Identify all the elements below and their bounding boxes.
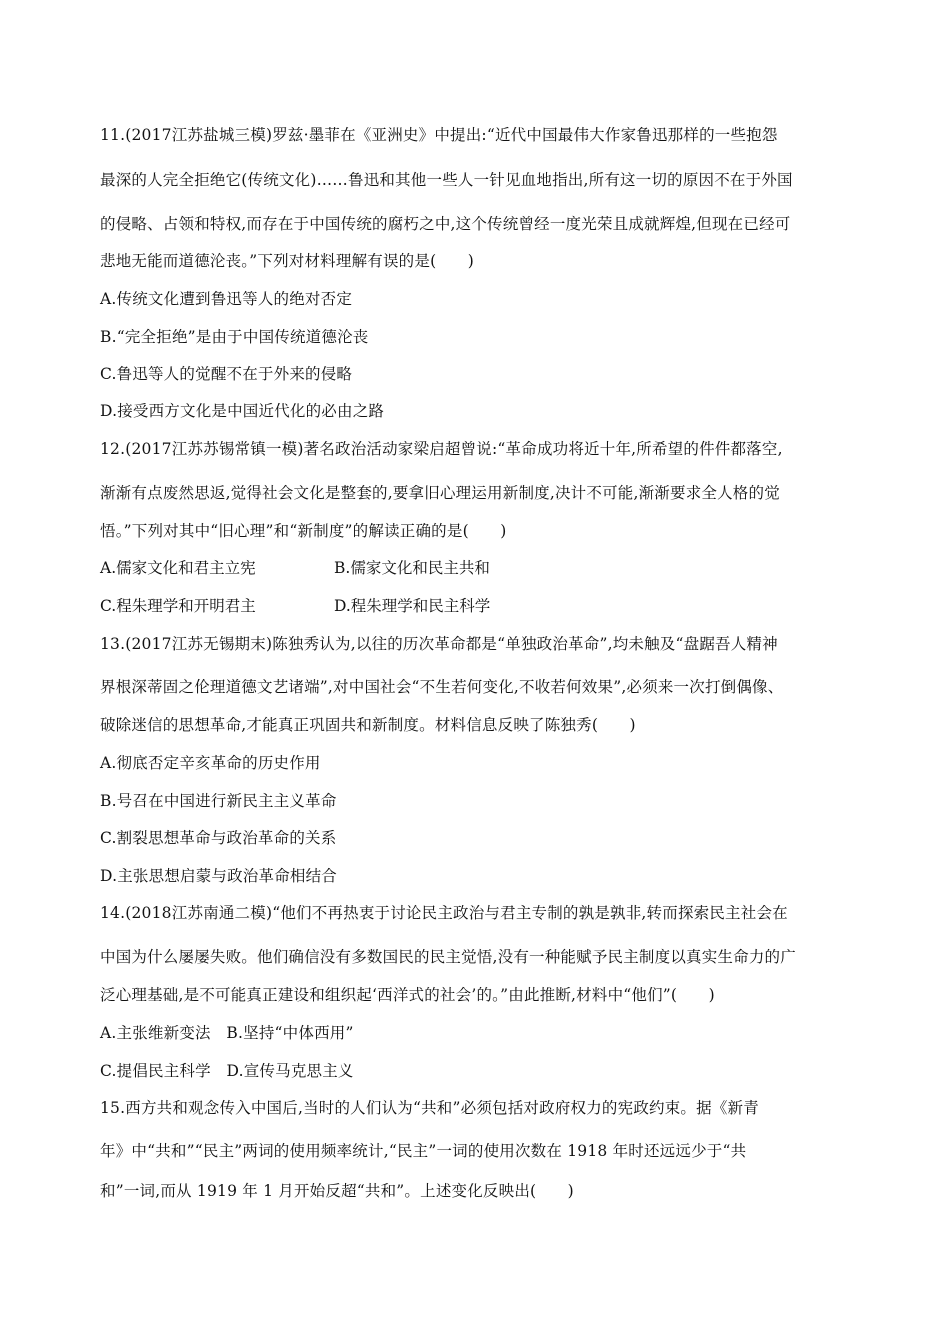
q12-option-c: C.程朱理学和开明君主: [100, 597, 256, 615]
q11-option-a: A.传统文化遭到鲁迅等人的绝对否定: [100, 290, 353, 308]
q12-stem-line-3: 悟。”下列对其中“旧心理”和“新制度”的解读正确的是( ): [100, 522, 507, 540]
q14-stem-line-2: 中国为什么屡屡失败。他们确信没有多数国民的民主觉悟,没有一种能赋予民主制度以真实生命力的广: [100, 948, 796, 966]
q12-options-row-1: [100, 557, 860, 579]
q12-option-b: B.儒家文化和民主共和: [334, 559, 490, 577]
q15-stem-line-2: 年》中“共和”“民主”两词的使用频率统计,“民主”一词的使用次数在 1918 年时还远远少于“共: [100, 1142, 747, 1160]
q13-option-b: B.号召在中国进行新民主主义革命: [100, 792, 337, 810]
q11-stem-line-2: 最深的人完全拒绝它(传统文化)……鲁迅和其他一些人一针见血地指出,所有这一切的原因不在于外国: [100, 171, 793, 189]
q11-stem-line-3: 的侵略、占领和特权,而存在于中国传统的腐朽之中,这个传统曾经一度光荣且成就辉煌,但现在已经可: [100, 215, 791, 233]
q12-option-d: D.程朱理学和民主科学: [334, 597, 491, 615]
q14-options-row-1: A.主张维新变法 B.坚持“中体西用”: [100, 1024, 354, 1042]
q12-stem-line-1: 12.(2017江苏苏锡常镇一模)著名政治活动家梁启超曾说:“革命成功将近十年,所希望的件件都落空,: [100, 440, 783, 458]
q11-stem-line-1: 11.(2017江苏盐城三模)罗兹·墨菲在《亚洲史》中提出:“近代中国最伟大作家鲁迅那样的一些抱怨: [100, 126, 778, 144]
q13-option-c: C.割裂思想革命与政治革命的关系: [100, 829, 337, 847]
q11-option-d: D.接受西方文化是中国近代化的必由之路: [100, 402, 385, 420]
q12-option-a: A.儒家文化和君主立宪: [100, 559, 256, 577]
q11-stem-line-4: 悲地无能而道德沦丧。”下列对材料理解有误的是( ): [100, 252, 474, 270]
q12-stem-line-2: 渐渐有点废然思返,觉得社会文化是整套的,要拿旧心理运用新制度,决计不可能,渐渐要求全人格的觉: [100, 484, 780, 502]
q13-stem-line-3: 破除迷信的思想革命,才能真正巩固共和新制度。材料信息反映了陈独秀( ): [100, 716, 636, 734]
q13-option-d: D.主张思想启蒙与政治革命相结合: [100, 867, 338, 885]
q15-stem-line-1: 15.西方共和观念传入中国后,当时的人们认为“共和”必须包括对政府权力的宪政约束。据《新青: [100, 1099, 759, 1117]
q15-stem-line-3: 和”一词,而从 1919 年 1 月开始反超“共和”。上述变化反映出( ): [100, 1182, 574, 1200]
q13-stem-line-1: 13.(2017江苏无锡期末)陈独秀认为,以往的历次革命都是“单独政治革命”,均未触及“盘踞吾人精神: [100, 635, 778, 653]
q13-option-a: A.彻底否定辛亥革命的历史作用: [100, 754, 321, 772]
q14-options-row-2: C.提倡民主科学 D.宣传马克思主义: [100, 1062, 354, 1080]
q11-option-c: C.鲁迅等人的觉醒不在于外来的侵略: [100, 365, 353, 383]
q14-stem-line-1: 14.(2018江苏南通二模)“他们不再热衷于讨论民主政治与君主专制的孰是孰非,转而探索民主社会在: [100, 904, 788, 922]
q14-stem-line-3: 泛心理基础,是不可能真正建设和组织起‘西洋式的社会’的。”由此推断,材料中“他们”( ): [100, 986, 715, 1004]
q11-option-b: B.“完全拒绝”是由于中国传统道德沦丧: [100, 328, 369, 346]
q13-stem-line-2: 界根深蒂固之伦理道德文艺诸端”,对中国社会“不生若何变化,不收若何效果”,必须来一次打倒偶像、: [100, 678, 784, 696]
q12-options-row-2: [100, 595, 860, 617]
